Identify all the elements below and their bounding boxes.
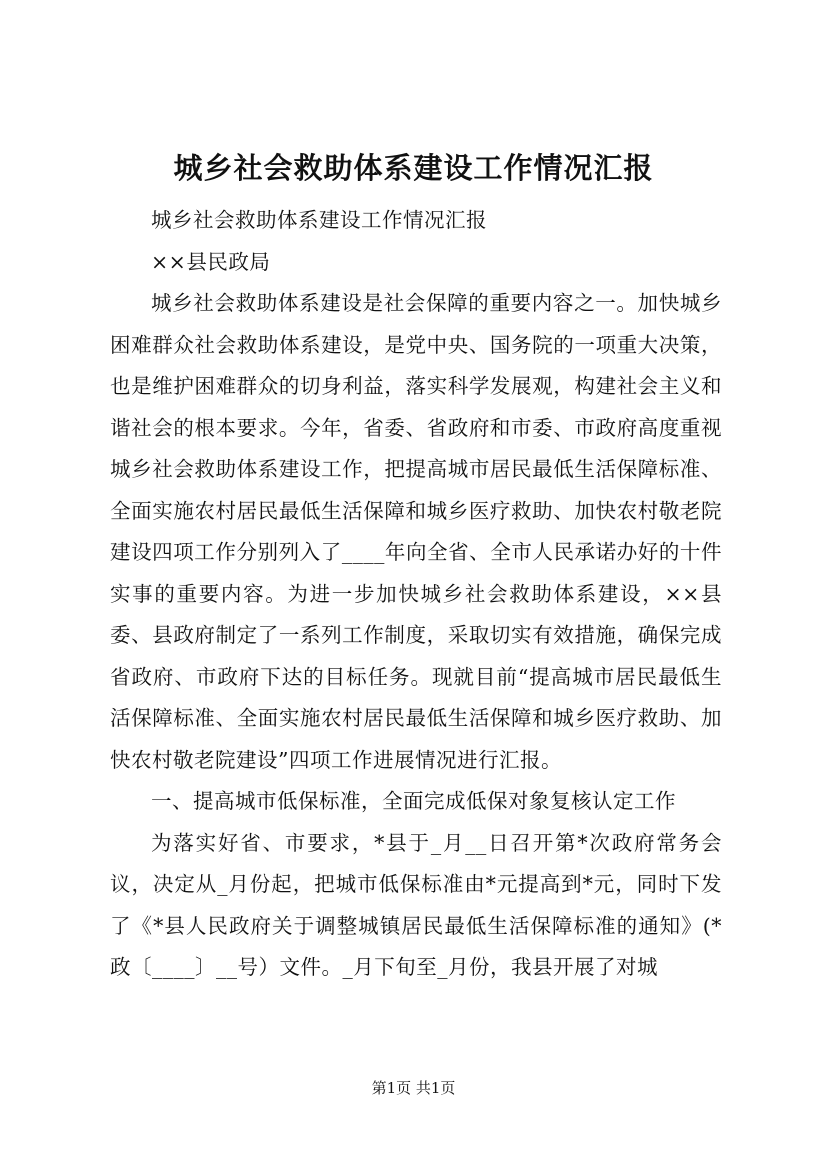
page-footer: 第1页 共1页 [371, 1079, 456, 1097]
document-title: 城乡社会救助体系建设工作情况汇报 [173, 151, 654, 185]
document-body [110, 200, 722, 989]
body-paragraph: 城乡社会救助体系建设是社会保障的重要内容之一。加快城乡困难群众社会救助体系建设，是党中央、国务院的一项重大决策，也是维护困难群众的切身利益，落实科学发展观，构建社会主义和谐社会的根本要求。今年，省委、省政府和市委、市政府高度重视城乡社会救助体系建设工作，把提高城市居民最低生活保障标准、全面实施农村居民最低生活保障和城乡医疗救助、加快农村敬老院建设四项工作分别列入了____年向全省、全市人民承诺办好的十件实事的重要内容。为进一步加快城乡社会救助体系建设，××县委、县政府制定了一系列工作制度，采取切实有效措施，确保完成省政府、市政府下达的目标任务。现就目前“提高城市居民最低生活保障标准、全面实施农村居民最低生活保障和城乡医疗救助、加快农村敬老院建设”四项工作进展情况进行汇报。 [110, 291, 722, 772]
subtitle-paragraph: 城乡社会救助体系建设工作情况汇报 [151, 208, 487, 232]
section-heading: 一、提高城市低保标准，全面完成低保对象复核认定工作 [151, 789, 676, 813]
body-paragraph: 为落实好省、市要求，*县于_月__日召开第*次政府常务会议，决定从_月份起，把城市低保标准由*元提高到*元，同时下发了《*县人民政府关于调整城镇居民最低生活保障标准的通知》(*政〔____〕__号）文件。_月下旬至_月份，我县开展了对城 [110, 830, 722, 979]
author-paragraph: ××县民政局 [151, 249, 271, 274]
